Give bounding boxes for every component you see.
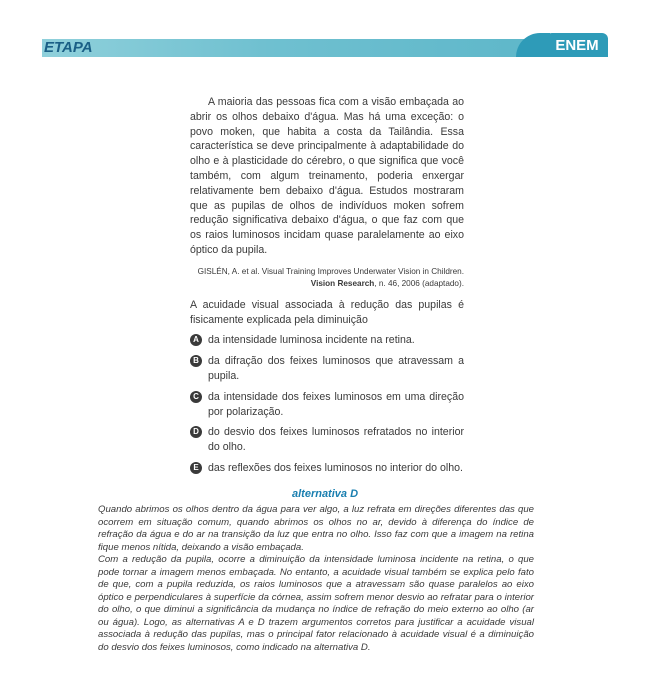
explanation-paragraph-2: Com a redução da pupila, ocorre a diminuição da intensidade luminosa incidente na retina, o que pode tornar a imagem menos embaçada. No entanto, a acuidade visual também se explica pelo fato de que, com a pupila reduzida, os raios luminosos que a atravessam são quase paralelos ao eixo óptico e perpendiculares à superfície da córnea, assim sofrem menor desvio ao refratar para o interior do olho, o que diminui a significância da mudança no índice de refração do meio externo ao olho (ar ou água). Logo, as alternativas A e D trazem argumentos corretos para justificar a acuidade visual associada à redução das pupilas, mas o principal fator relacionado à acuidade visual é a diminuição do desvio dos feixes luminosos, como indicado na alternativa D. [98, 554, 534, 653]
text-paragraph: A maioria das pessoas fica com a visão embaçada ao abrir os olhos debaixo d'água. Mas há uma exceção: o povo moken, que habita a costa da Tailândia. Essa característica se deve principalmente à adaptabilidade do olho e à plasticidade do cérebro, o que significa que você também, com algum treinamento, poderia enxergar relativamente bem debaixo d'água. Estudos mostraram que as pupilas de olhos de indivíduos moken sofrem redução significativa debaixo d'água, o que faz com que os raios luminosos incidam quase paralelamente ao eixo óptico da pupila. [190, 96, 464, 256]
header-left-label: ETAPA [44, 39, 93, 56]
option-text: da difração dos feixes luminosos que atravessam a pupila. [208, 355, 464, 382]
header-tab-curve [516, 33, 550, 57]
option-d[interactable] [190, 425, 464, 455]
header-right-label: ENEM [555, 37, 599, 54]
question-content [190, 95, 464, 476]
option-letter-badge: C [190, 391, 202, 403]
source-rest: , n. 46, 2006 (adaptado). [374, 278, 464, 288]
option-letter-badge: E [190, 462, 202, 474]
explanation-paragraph-1: Quando abrimos os olhos dentro da água para ver algo, a luz refrata em direções diferentes das que ocorrem em situação comum, quando abrimos os olhos no ar, devido à diferença do índice de refração da água e do ar na transição da luz que entra no olho. Isso faz com que a imagem na retina fique menos nítida, deixando a visão embaçada. [98, 504, 534, 553]
option-b[interactable] [190, 354, 464, 384]
answer-explanation [98, 504, 534, 654]
source-line-2 [190, 278, 464, 290]
question-stem: A acuidade visual associada à redução das pupilas é fisicamente explicada pela diminuição [190, 298, 464, 326]
source-line-1: GISLÉN, A. et al. Visual Training Improves Underwater Vision in Children. [197, 266, 464, 276]
option-letter-badge: A [190, 334, 202, 346]
option-text: da intensidade luminosa incidente na retina. [208, 334, 415, 347]
option-letter-badge: D [190, 426, 202, 438]
source-citation [190, 266, 464, 290]
source-journal: Vision Research [310, 278, 375, 288]
option-letter-badge: B [190, 355, 202, 367]
option-e[interactable] [190, 461, 464, 476]
option-text: da intensidade dos feixes luminosos em uma direção por polarização. [208, 390, 464, 418]
answer-title: alternativa D [291, 488, 359, 500]
option-a[interactable] [190, 333, 464, 348]
option-text: do desvio dos feixes luminosos refratados no interior do olho. [208, 426, 464, 454]
option-c[interactable] [190, 390, 464, 420]
option-text: das reflexões dos feixes luminosos no interior do olho. [208, 461, 463, 474]
